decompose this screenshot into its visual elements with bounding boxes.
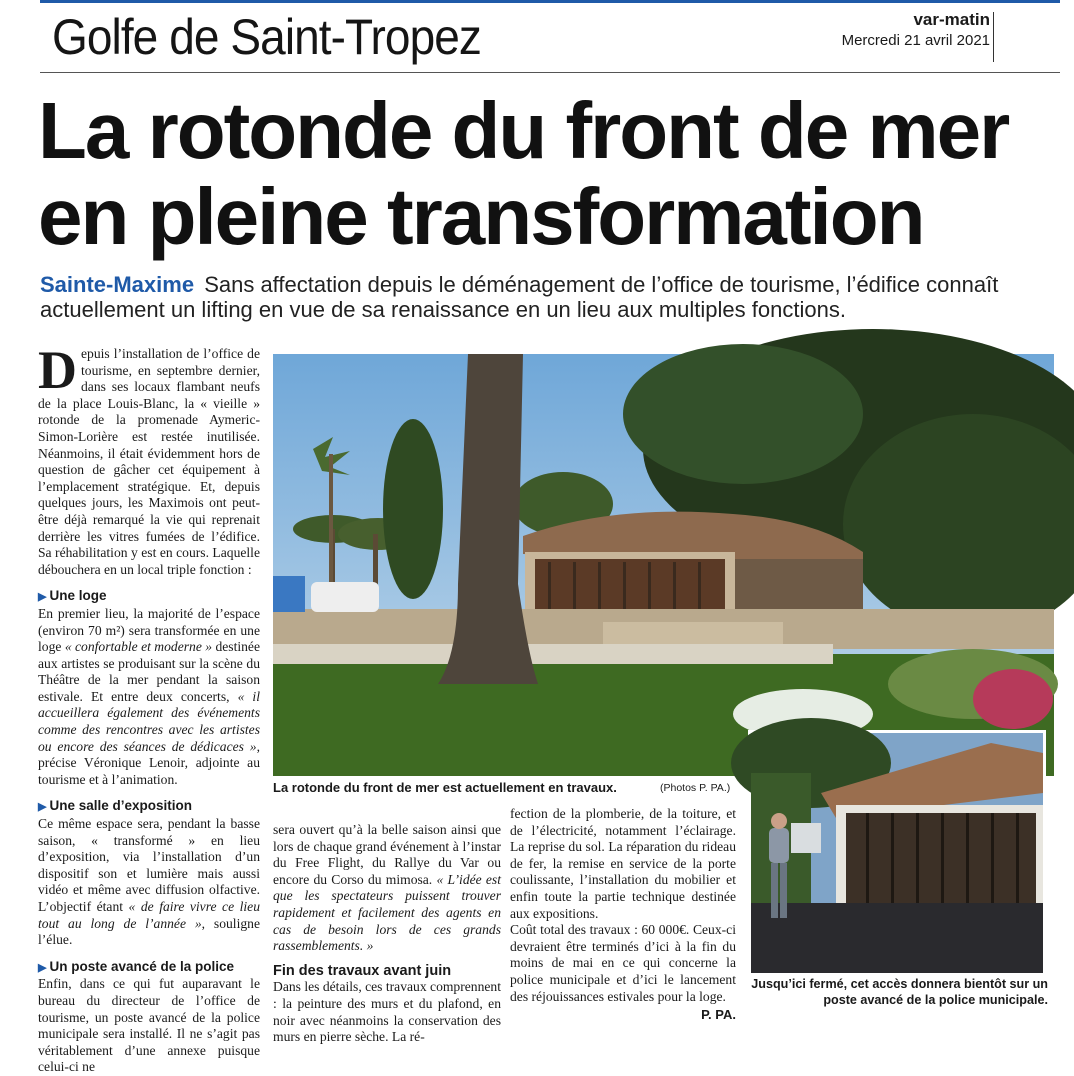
newspaper-brand: var-matin bbox=[913, 10, 990, 29]
subheading-police: ▶ Un poste avancé de la police bbox=[38, 958, 235, 974]
paragraph-police: Enfin, dans ce qui fut auparavant le bureau du directeur de l’office de tourisme, un poste avancé de la police municipale sera installé. Il ne s’agit pas véritablement d’une annexe puisque celui-ci ne bbox=[38, 976, 260, 1075]
section-heading: Golfe de Saint-Tropez bbox=[52, 9, 481, 65]
triangle-bullet-icon: ▶ bbox=[38, 961, 47, 974]
masthead-divider bbox=[993, 12, 994, 62]
standfirst-text: Sans affectation depuis le déménagement de l’office de tourisme, l’édifice connaît actuellement un lifting en vue de sa renaissance en un lieu aux multiples fonctions. bbox=[40, 272, 999, 322]
triangle-bullet-icon: ▶ bbox=[38, 591, 47, 604]
paragraph-cout: Coût total des travaux : 60 000€. Ceux-ci devraient être terminés d’ici à la fin du moins de mai en ce qui concerne la police municipale et d’ici le lancement des réjouissances estivales pour la loge. bbox=[510, 922, 736, 1004]
headline bbox=[38, 88, 1068, 260]
top-accent-rule bbox=[40, 0, 1060, 3]
standfirst bbox=[40, 272, 1050, 322]
main-photo-rotonde bbox=[273, 354, 1054, 776]
paragraph-travaux: Dans les détails, ces travaux comprennent : la peinture des murs et du plafond, en noir avec néanmoins la conservation des murs en pierre sèche. La ré- bbox=[273, 979, 501, 1045]
police-post-photo-illustration bbox=[751, 733, 1043, 973]
issue-date: Mercredi 21 avril 2021 bbox=[841, 32, 990, 49]
paragraph-travaux-cont: fection de la plomberie, de la toiture, et de l’électricité, notamment l’éclairage. La reprise du sol. La réparation du rideau de fer, la remise en service de la porte coulissante, l’installation du mobilier et enfin toute la partie technique destinée aux expositions. bbox=[510, 806, 736, 921]
intro-paragraph: Depuis l’installation de l’office de tourisme, en septembre dernier, dans ses locaux flambant neufs de la place Louis-Blanc, la « vieille » rotonde de la promenade Aymeric-Simon-Lorière est restée inutilisée. Néanmoins, il était évidemment hors de question de gâcher cet équipement à l’emplacement stratégique. Et, depuis quelques jours, les Maximois ont peut-être déjà remarqué la vie qui reprenait derrière les vitres fumées de l’édifice. Sa réhabilitation y est en cours. Laquelle débouchera en un local triple fonction : bbox=[38, 340, 260, 577]
header-rule bbox=[40, 72, 1060, 73]
article-column-3 bbox=[510, 806, 736, 1024]
triangle-bullet-icon: ▶ bbox=[38, 801, 47, 814]
article-column-1 bbox=[38, 340, 260, 1076]
subheading-exposition: ▶ Une salle d’exposition bbox=[38, 798, 193, 814]
paragraph-police-cont: sera ouvert qu’à la belle saison ainsi que lors de chaque grand événement à l’instar du Free Flight, du Rallye du Var ou encore du Corso du mimosa. « L’idée est que les spectateurs puissent trouver rapidement et facilement des agents en cas de besoin lors de ces grands rassemblements. » bbox=[273, 822, 501, 954]
inset-photo-police-post bbox=[748, 730, 1046, 976]
rotonde-photo-illustration bbox=[273, 354, 1054, 776]
paragraph-exposition: Ce même espace sera, pendant la basse saison, « transformé » en lieu d’exposition, via l’installation d’un dispositif son et lumière mais aussi vidéo et même avec diffusion olfactive. L’objectif étant « de faire vivre ce lieu tout au long de l’année », souligne l’élue. bbox=[38, 816, 260, 948]
paragraph-loge: En premier lieu, la majorité de l’espace (environ 70 m²) sera transformée en une loge « confortable et moderne » destinée aux artistes se produisant sur la scène du Théâtre de la mer pendant la saison estivale. Et entre deux concerts, « il accueillera également des événements comme des rencontres avec les artistes ou encore des séances de dédicaces », précise Véronique Lenoir, adjointe au tourisme et à l’animation. bbox=[38, 605, 260, 787]
article-column-2 bbox=[273, 822, 501, 1046]
main-photo-caption: La rotonde du front de mer est actuellement en travaux. bbox=[273, 780, 617, 795]
author-signature: P. PA. bbox=[701, 1007, 736, 1023]
photo-credit: (Photos P. PA.) bbox=[660, 782, 731, 794]
headline-line-1: La rotonde du front de mer bbox=[38, 86, 1009, 175]
dateline-place: Sainte-Maxime bbox=[40, 272, 195, 297]
drop-cap: D bbox=[38, 340, 77, 400]
masthead bbox=[842, 10, 990, 49]
inset-photo-caption: Jusqu’ici fermé, cet accès donnera bientôt sur un poste avancé de la police municipale. bbox=[751, 977, 1048, 1007]
subheading-loge: ▶ Une loge bbox=[38, 588, 107, 604]
headline-line-2: en pleine transformation bbox=[38, 172, 924, 261]
subheading-travaux: Fin des travaux avant juin bbox=[273, 962, 452, 979]
